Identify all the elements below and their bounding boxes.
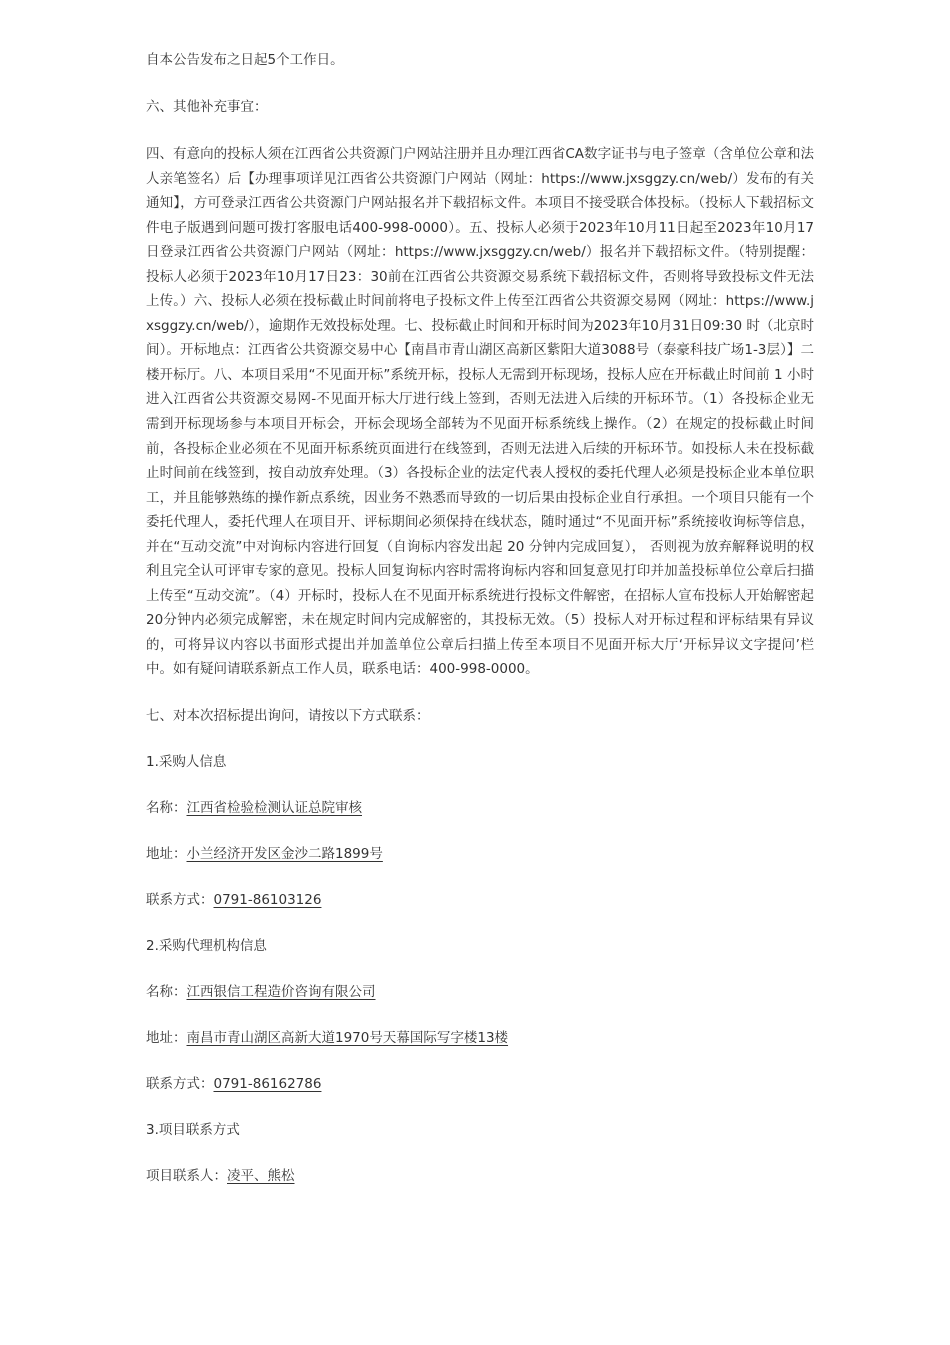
section-6-heading: 六、其他补充事宜： — [146, 99, 268, 115]
agency-phone-label: 联系方式： — [146, 1076, 214, 1093]
purchaser-address-label: 地址： — [146, 846, 187, 863]
agency-name-row — [146, 980, 814, 1004]
project-person-row — [146, 1164, 814, 1188]
section-7-heading: 七、对本次招标提出询问，请按以下方式联系： — [146, 708, 430, 725]
purchaser-phone-value: 0791-86103126 — [213, 892, 322, 909]
purchaser-address-row — [146, 842, 814, 866]
purchaser-name-row — [146, 796, 814, 820]
agency-phone-value: 0791-86162786 — [213, 1076, 322, 1093]
project-person-value: 凌平、熊松 — [227, 1168, 295, 1185]
project-person-label: 项目联系人： — [146, 1168, 227, 1185]
agency-address-row — [146, 1026, 814, 1050]
agency-name-value: 江西银信工程造价咨询有限公司 — [186, 984, 376, 1001]
purchaser-name-value: 江西省检验检测认证总院审核 — [186, 800, 362, 817]
deadline-note: 自本公告发布之日起5个工作日。 — [146, 52, 344, 68]
purchaser-address-value: 小兰经济开发区金沙二路1899号 — [186, 846, 383, 863]
document-page — [146, 48, 814, 1188]
agency-address-label: 地址： — [146, 1030, 187, 1047]
agency-phone-row — [146, 1072, 814, 1096]
agency-info-heading: 2.采购代理机构信息 — [146, 938, 267, 955]
bidding-instructions-paragraph: 四、有意向的投标人须在江西省公共资源门户网站注册并且办理江西省CA数字证书与电子签章（含单位公章和法人亲笔签名）后【办理事项详见江西省公共资源门户网站（网址：https://www.jxsggzy.cn/web/）发布的有关通知】，方可登录江西省公共资源门户网站报名并下载招标文件。本项目不接受联合体投标。（投标人下载招标文件电子版遇到问题可拨打客服电话400-998-0000）。五、投标人必须于2023年10月11日起至2023年10月17日登录江西省公共资源门户网站（网址：https://www.jxsggzy.cn/web/）报名并下载招标文件。（特别提醒：投标人必须于2023年10月17日23：30前在江西省公共资源交易系统下载招标文件，否则将导致投标文件无法上传。）六、投标人必须在投标截止时间前将电子投标文件上传至江西省公共资源交易网（网址：https://www.jxsggzy.cn/web/），逾期作无效投标处理。七、投标截止时间和开标时间为2023年10月31日09:30 时（北京时间）。开标地点：江西省公共资源交易中心【南昌市青山湖区高新区紫阳大道3088号（泰豪科技广场1-3层）】二楼开标厅。八、本项目采用“不见面开标”系统开标，投标人无需到开标现场，投标人应在开标截止时间前 1 小时进入江西省公共资源交易网-不见面开标大厅进行线上签到，否则无法进入后续的开标环节。（1）各投标企业无需到开标现场参与本项目开标会，开标会现场全部转为不见面开标系统线上操作。（2）在规定的投标截止时间前，各投标企业必须在不见面开标系统页面进行在线签到，否则无法进入后续的开标环节。如投标人未在投标截止时间前在线签到，按自动放弃处理。（3）各投标企业的法定代表人授权的委托代理人必须是投标企业本单位职工，并且能够熟练的操作新点系统，因业务不熟悉而导致的一切后果由投标企业自行承担。一个项目只能有一个委托代理人，委托代理人在项目开、评标期间必须保持在线状态，随时通过“不见面开标”系统接收询标等信息，并在“互动交流”中对询标内容进行回复（自询标内容发出起 20 分钟内完成回复）， 否则视为放弃解释说明的权利且完全认可评审专家的意见。投标人回复询标内容时需将询标内容和回复意见打印并加盖投标单位公章后扫描上传至“互动交流”。（4）开标时，投标人在不见面开标系统进行投标文件解密，在招标人宣布投标人开始解密起20分钟内必须完成解密，未在规定时间内完成解密的，其投标无效。（5）投标人对开标过程和评标结果有异议的，可将异议内容以书面形式提出并加盖单位公章后扫描上传至本项目不见面开标大厅‘开标异议文字提问’栏中。如有疑问请联系新点工作人员，联系电话：400-998-0000。 — [146, 146, 814, 678]
agency-name-label: 名称： — [146, 984, 187, 1001]
purchaser-phone-label: 联系方式： — [146, 892, 214, 909]
project-contact-heading: 3.项目联系方式 — [146, 1122, 240, 1139]
agency-address-value: 南昌市青山湖区高新大道1970号天幕国际写字楼13楼 — [186, 1030, 509, 1047]
purchaser-name-label: 名称： — [146, 800, 187, 817]
purchaser-phone-row — [146, 888, 814, 912]
purchaser-info-heading: 1.采购人信息 — [146, 754, 227, 771]
